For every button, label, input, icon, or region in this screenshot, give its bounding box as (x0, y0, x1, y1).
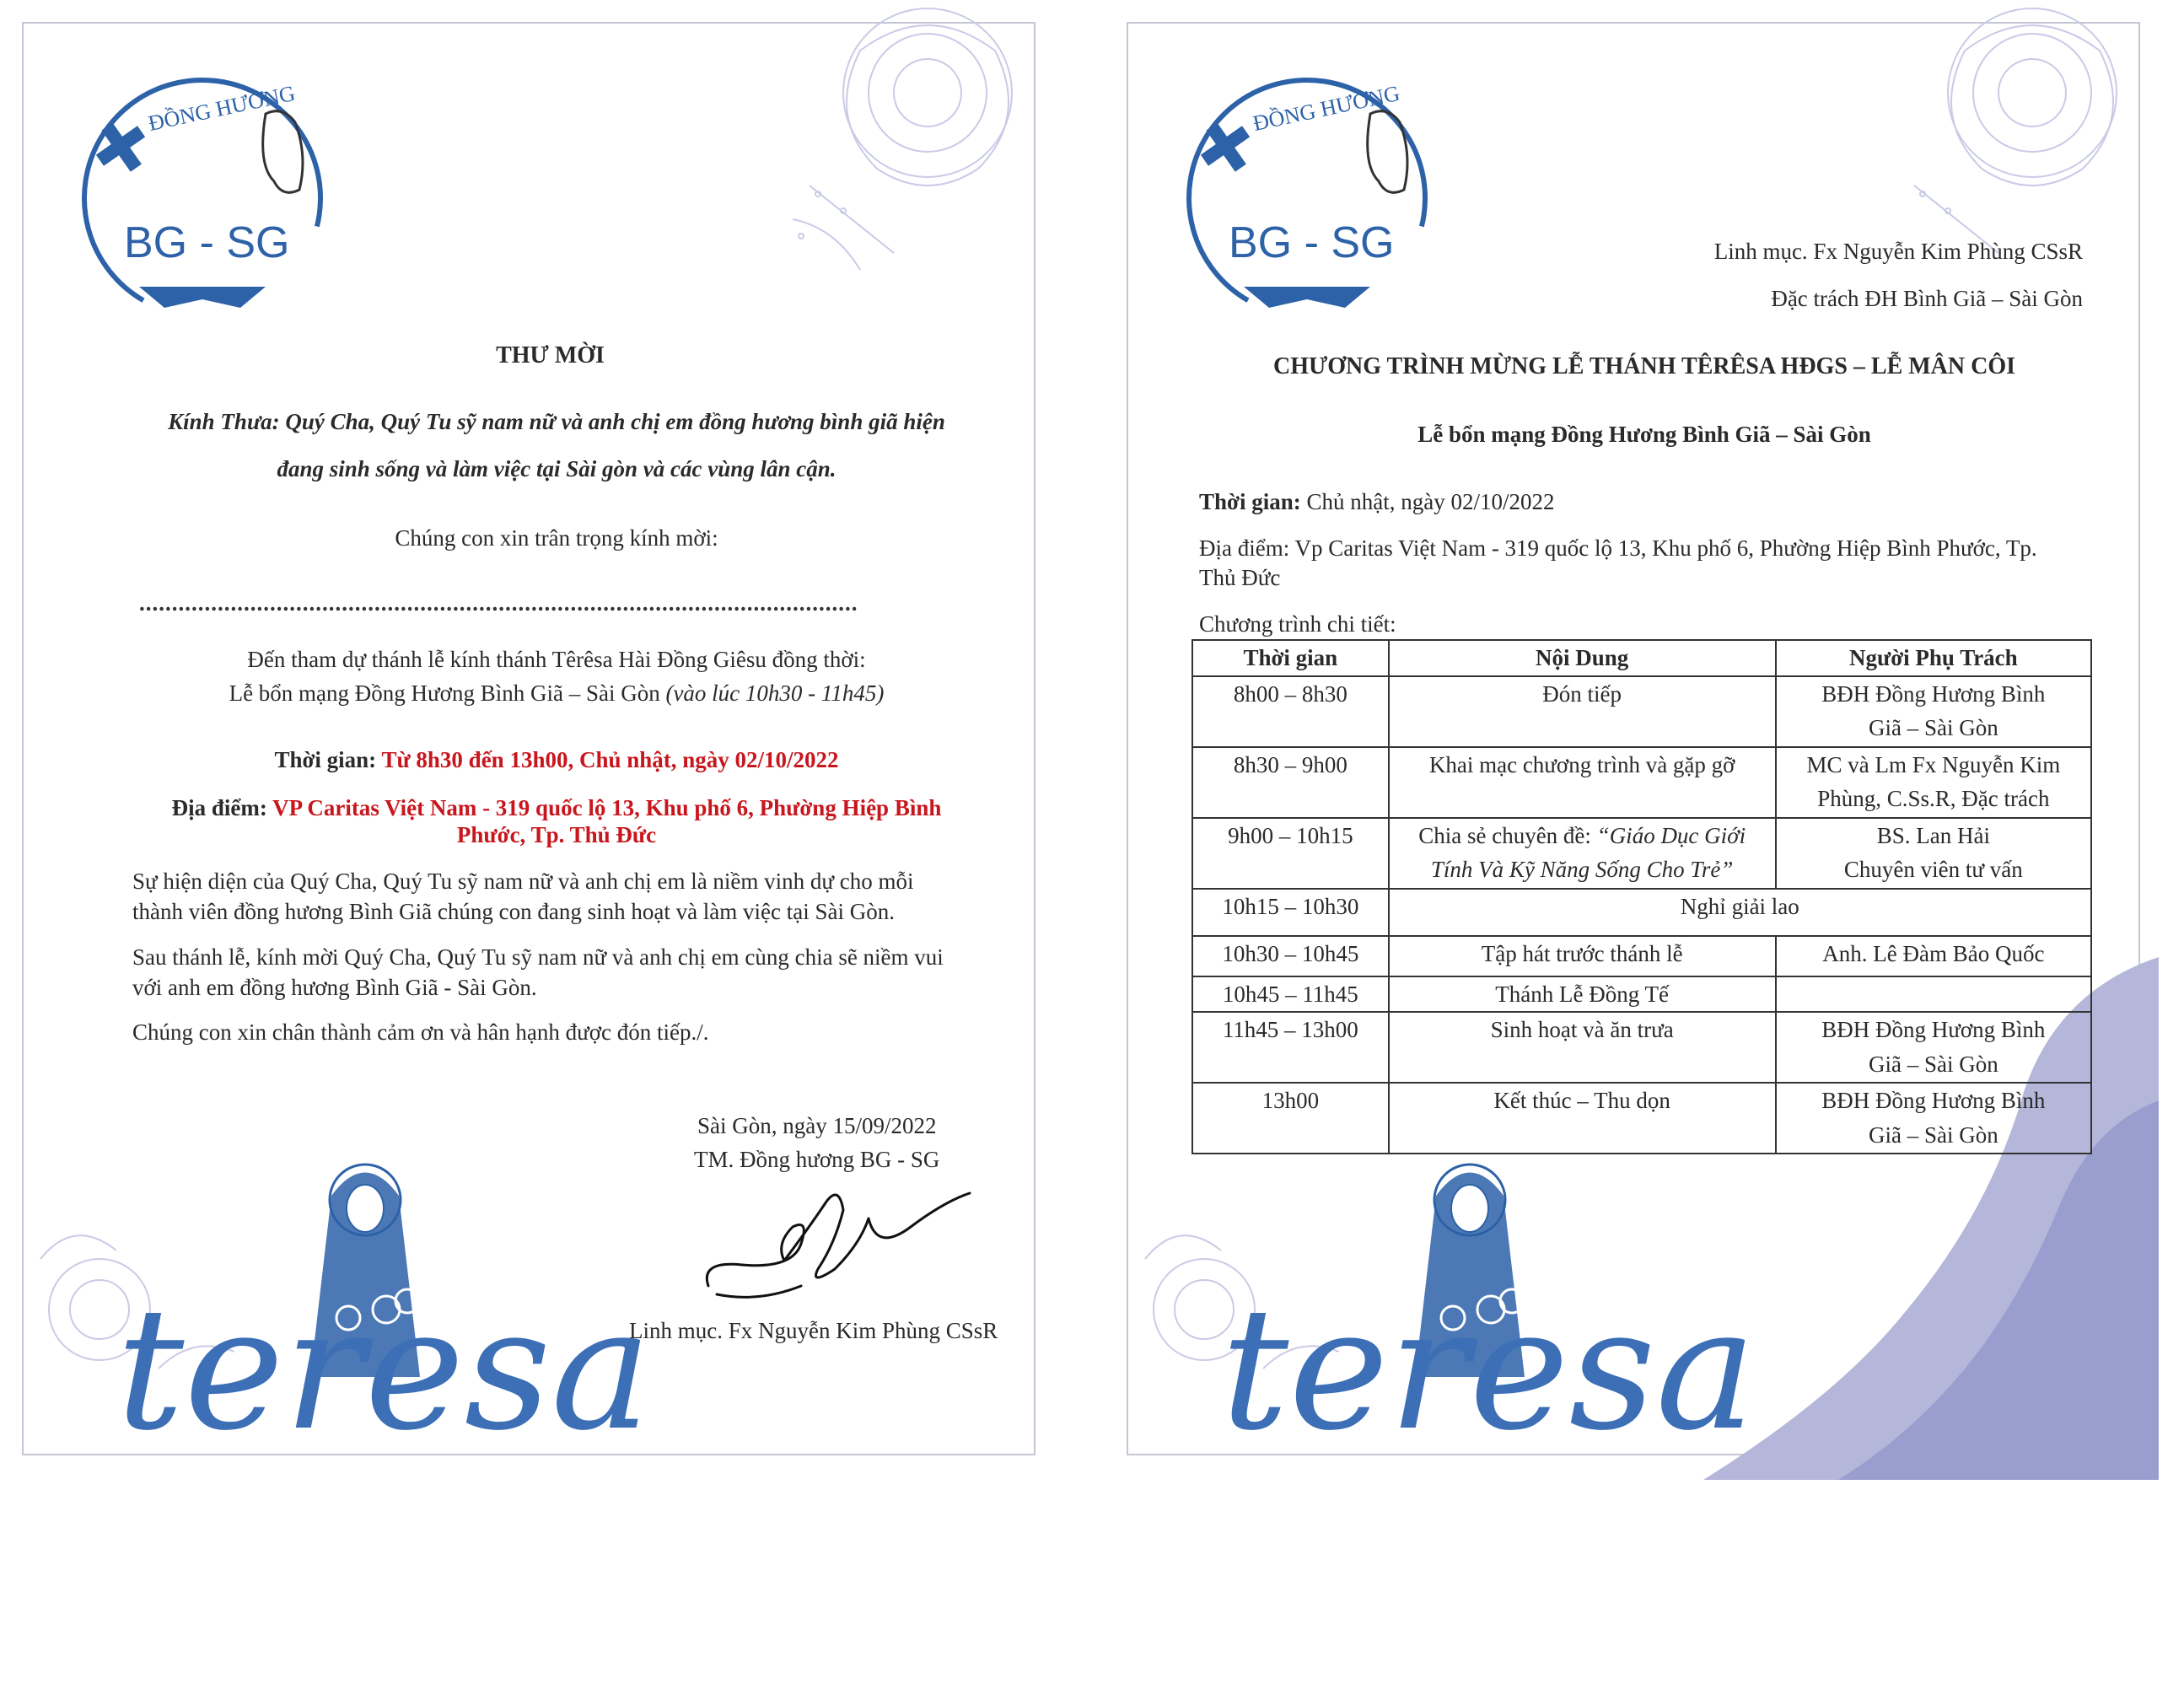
logo-arc-text: ĐỒNG HƯƠNG (1251, 80, 1402, 137)
table-row (1192, 976, 2091, 1013)
attend-line-1: Đến tham dự thánh lễ kính thánh Têrêsa Hài Đồng Giêsu đồng thời: (247, 647, 866, 672)
time-value: Từ 8h30 đến 13h00, Chủ nhật, ngày 02/10/2022 (381, 747, 839, 772)
sign-date: Sài Gòn, ngày 15/09/2022 (697, 1113, 937, 1138)
place-label: Địa điểm: (171, 795, 267, 820)
row-owner-line-1: BS. Lan Hải (1876, 822, 1990, 848)
flower-decoration-icon (759, 0, 1037, 278)
row-content: Sinh hoạt và ăn trưa (1389, 1012, 1776, 1083)
program-time-label: Thời gian: (1199, 489, 1301, 514)
row-owner-line-2: Giã – Sài Gòn (1868, 1051, 1998, 1077)
row-owner-line-1: BĐH Đồng Hương Bình (1821, 1088, 2046, 1113)
row-owner-line-2: Giã – Sài Gòn (1868, 715, 1998, 740)
program-time-line (1199, 487, 1554, 517)
time-line (135, 745, 978, 775)
row-owner (1776, 747, 2091, 818)
program-page (1105, 0, 2159, 1480)
program-title: CHƯƠNG TRÌNH MỪNG LỄ THÁNH TÊRÊSA HĐGS – LỄ MÂN CÔI (1272, 353, 2016, 379)
row-owner (1776, 1012, 2091, 1083)
table-row (1192, 818, 2091, 889)
place-line-1 (135, 793, 978, 823)
table-row (1192, 936, 2091, 976)
table-row (1192, 889, 2091, 936)
row-owner-line-1: BĐH Đồng Hương Bình (1821, 680, 2046, 707)
paragraph-1-line-2: thành viên đồng hương Bình Giã chúng con đang sinh hoạt và làm việc tại Sài Gòn. (132, 899, 895, 924)
logo-text: BG - SG (124, 218, 290, 267)
row-content (1389, 818, 1776, 889)
logo-arc-text: ĐỒNG HƯƠNG (146, 80, 298, 137)
signature-icon (691, 1168, 970, 1311)
teresa-illustration (24, 1099, 652, 1468)
attend-line-2-wrap (135, 678, 978, 708)
column-header-time: Thời gian (1192, 640, 1389, 676)
attend-time-note: (vào lúc 10h30 - 11h45) (665, 680, 885, 706)
row-content: Khai mạc chương trình và gặp gỡ (1389, 747, 1776, 818)
time-label: Thời gian: (274, 747, 377, 772)
table-row (1192, 747, 2091, 818)
row-owner (1776, 818, 2091, 889)
row-content: Tập hát trước thánh lễ (1389, 936, 1776, 976)
program-place-line-1: Địa điểm: Vp Caritas Việt Nam - 319 quốc lộ 13, Khu phố 6, Phường Hiệp Bình Phước, Tp. (1199, 535, 2037, 561)
row-content: Thánh Lễ Đồng Tế (1389, 976, 1776, 1013)
row-owner-line-2: Phùng, C.Ss.R, Đặc trách (1817, 786, 2050, 811)
sign-name: Linh mục. Fx Nguyễn Kim Phùng CSsR (629, 1318, 998, 1343)
author-line-2: Đặc trách ĐH Bình Giã – Sài Gòn (1771, 286, 2083, 311)
paragraph-1-line-1: Sự hiện diện của Quý Cha, Quý Tu sỹ nam nữ và anh chị em là niềm vinh dự cho mỗi (132, 869, 914, 894)
program-table (1192, 639, 2092, 1154)
row-time: 10h30 – 10h45 (1192, 936, 1389, 976)
row-owner-line-1: Anh. Lê Đàm Bảo Quốc (1776, 936, 2091, 976)
program-place-line-2: Thủ Đức (1199, 565, 1281, 590)
author-line-1: Linh mục. Fx Nguyễn Kim Phùng CSsR (1713, 239, 2083, 264)
table-header-row (1192, 640, 2091, 676)
row-content: Đón tiếp (1389, 676, 1776, 747)
row-content-topic-1: “Giáo Dục Giới (1596, 822, 1746, 848)
dong-huong-logo (63, 55, 342, 342)
program-time-value: Chủ nhật, ngày 02/10/2022 (1306, 489, 1555, 514)
paragraph-2-line-2: với anh em đồng hương Bình Giã - Sài Gòn. (132, 975, 537, 1000)
row-time: 10h45 – 11h45 (1192, 976, 1389, 1013)
paragraph-3: Chúng con xin chân thành cảm ơn và hân hạnh được đón tiếp./. (132, 1019, 709, 1045)
row-time: 13h00 (1192, 1083, 1389, 1154)
row-content-topic-2: Tính Và Kỹ Năng Sống Cho Trẻ” (1430, 857, 1734, 882)
row-owner (1776, 1083, 2091, 1154)
dong-huong-logo (1168, 55, 1446, 342)
row-content: Nghỉ giải lao (1389, 889, 2091, 936)
row-owner-line-1: MC và Lm Fx Nguyễn Kim (1806, 751, 2061, 777)
table-row (1192, 1012, 2091, 1083)
place-value-2: Phước, Tp. Thủ Đức (456, 822, 657, 847)
row-owner (1776, 676, 2091, 747)
salutation-line-1: Kính Thưa: Quý Cha, Quý Tu sỹ nam nữ và anh chị em đồng hương bình giã hiện (168, 409, 945, 434)
attend-line-2: Lễ bổn mạng Đồng Hương Bình Giã – Sài Gòn (229, 680, 660, 706)
salutation-line-2: đang sinh sống và làm việc tại Sài gòn và các vùng lân cận. (277, 456, 836, 481)
column-header-content: Nội Dung (1389, 640, 1776, 676)
row-owner-line-1 (1776, 976, 2091, 1013)
column-header-owner: Người Phụ Trách (1776, 640, 2091, 676)
place-value-1: VP Caritas Việt Nam - 319 quốc lộ 13, Khu phố 6, Phường Hiệp Bình (272, 795, 942, 820)
teresa-script: teresa (1221, 1272, 1756, 1468)
invitee-blank: .............................................................................................................. (139, 590, 858, 616)
invitation-page (0, 0, 1054, 1480)
invite-line: Chúng con xin trân trọng kính mời: (395, 525, 718, 551)
sign-org: TM. Đồng hương BG - SG (694, 1147, 940, 1172)
program-detail-label: Chương trình chi tiết: (1199, 611, 1396, 637)
logo-text: BG - SG (1229, 218, 1395, 267)
row-time: 10h15 – 10h30 (1192, 889, 1389, 936)
row-content: Kết thúc – Thu dọn (1389, 1083, 1776, 1154)
paragraph-2-line-1: Sau thánh lễ, kính mời Quý Cha, Quý Tu sỹ nam nữ và anh chị em cùng chia sẽ niềm vui (132, 944, 944, 970)
row-owner-line-2: Chuyên viên tư vấn (1843, 857, 2023, 882)
row-content-prefix: Chia sẻ chuyên đề: (1418, 822, 1597, 848)
row-time: 8h30 – 9h00 (1192, 747, 1389, 818)
row-time: 8h00 – 8h30 (1192, 676, 1389, 747)
row-time: 11h45 – 13h00 (1192, 1012, 1389, 1083)
row-owner-line-2: Giã – Sài Gòn (1868, 1121, 1998, 1148)
program-subtitle: Lễ bổn mạng Đồng Hương Bình Giã – Sài Gòn (1417, 422, 1871, 447)
row-time: 9h00 – 10h15 (1192, 818, 1389, 889)
table-row (1192, 676, 2091, 747)
teresa-script: teresa (116, 1272, 652, 1468)
letter-title: THƯ MỜI (496, 342, 605, 368)
row-owner-line-1: BĐH Đồng Hương Bình (1821, 1017, 2046, 1042)
